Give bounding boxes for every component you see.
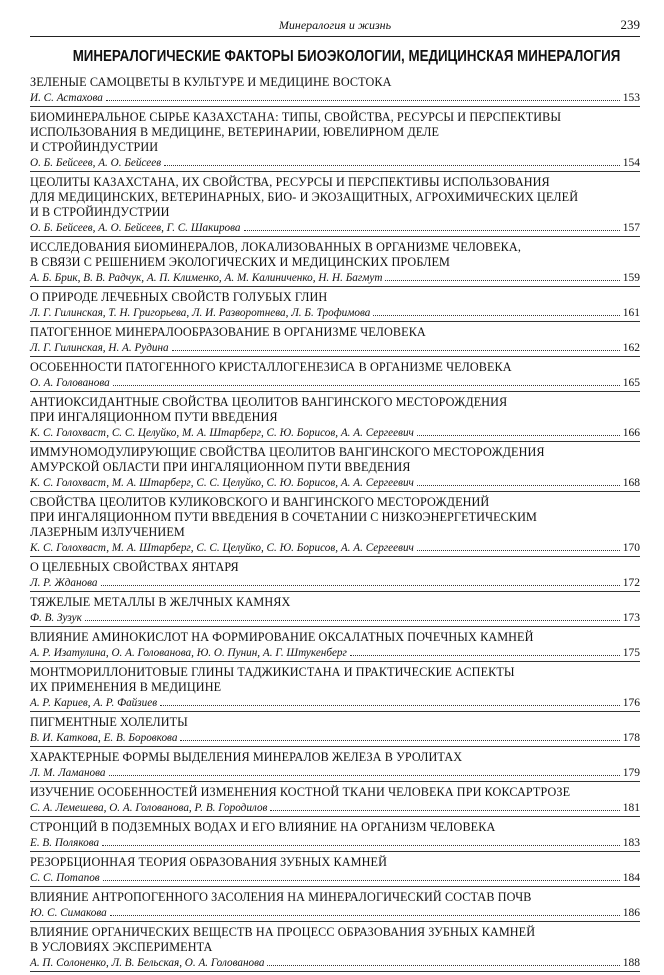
dot-leader	[85, 620, 620, 621]
entry-author-line	[30, 476, 640, 490]
entry-authors: С. А. Лемешева, О. А. Голованова, Р. В. Городилов	[30, 802, 268, 814]
entry-authors: И. С. Астахова	[30, 92, 103, 104]
dot-leader	[270, 810, 619, 811]
entry-title: ИССЛЕДОВАНИЯ БИОМИНЕРАЛОВ, ЛОКАЛИЗОВАННЫХ В ОРГАНИЗМЕ ЧЕЛОВЕКА, В СВЯЗИ С РЕШЕНИЕМ ЭКОЛОГИЧЕСКИХ И МЕДИЦИНСКИХ ПРОБЛЕМ	[30, 240, 521, 269]
entry-page-number: 159	[622, 272, 640, 284]
toc-entry	[30, 820, 640, 852]
entry-author-line	[30, 646, 640, 660]
entry-page-number: 154	[622, 157, 640, 169]
entry-page-number: 153	[622, 92, 640, 104]
entry-author-line	[30, 426, 640, 440]
entry-page-number: 172	[622, 577, 640, 589]
entry-title: ИММУНОМОДУЛИРУЮЩИЕ СВОЙСТВА ЦЕОЛИТОВ ВАНГИНСКОГО МЕСТОРОЖДЕНИЯ АМУРСКОЙ ОБЛАСТИ ПРИ ИНГАЛЯЦИОННОМ ПУТИ ВВЕДЕНИЯ	[30, 445, 545, 474]
entry-authors: Е. В. Полякова	[30, 837, 100, 849]
entry-title: АНТИОКСИДАНТНЫЕ СВОЙСТВА ЦЕОЛИТОВ ВАНГИНСКОГО МЕСТОРОЖДЕНИЯ ПРИ ИНГАЛЯЦИОННОМ ПУТИ ВВЕДЕНИЯ	[30, 395, 508, 424]
dot-leader	[102, 845, 620, 846]
page	[30, 16, 640, 975]
toc-entry	[30, 175, 640, 237]
entry-title: МОНТМОРИЛЛОНИТОВЫЕ ГЛИНЫ ТАДЖИКИСТАНА И ПРАКТИЧЕСКИЕ АСПЕКТЫ ИХ ПРИМЕНЕНИЯ В МЕДИЦИНЕ	[30, 665, 515, 694]
entry-title: ОСОБЕННОСТИ ПАТОГЕННОГО КРИСТАЛЛОГЕНЕЗИСА В ОРГАНИЗМЕ ЧЕЛОВЕКА	[30, 360, 512, 374]
entry-author-line	[30, 306, 640, 320]
dot-leader	[101, 585, 620, 586]
entry-author-line	[30, 906, 640, 920]
entry-authors: А. Б. Брик, В. В. Радчук, А. П. Клименко, А. М. Калиниченко, Н. Н. Багмут	[30, 272, 383, 284]
entry-title: СВОЙСТВА ЦЕОЛИТОВ КУЛИКОВСКОГО И ВАНГИНСКОГО МЕСТОРОЖДЕНИЙ ПРИ ИНГАЛЯЦИОННОМ ПУТИ ВВЕДЕНИЯ В СОЧЕТАНИИ С НИЗКОЭНЕРГЕТИЧЕСКИМ ЛАЗЕРНЫМ ИЗЛУЧЕНИЕМ	[30, 495, 537, 539]
entry-authors: А. П. Солоненко, Л. В. Бельская, О. А. Голованова	[30, 957, 265, 969]
entry-page-number: 157	[622, 222, 640, 234]
entry-authors: А. Р. Изатулина, О. А. Голованова, Ю. О. Пунин, А. Г. Штукенберг	[30, 647, 347, 659]
entry-author-line	[30, 221, 640, 235]
entry-author-line	[30, 766, 640, 780]
entry-title: ТЯЖЕЛЫЕ МЕТАЛЛЫ В ЖЕЛЧНЫХ КАМНЯХ	[30, 595, 291, 609]
entry-authors: Л. Р. Жданова	[30, 577, 98, 589]
entry-authors: Ф. В. Зузук	[30, 612, 82, 624]
toc-entry	[30, 890, 640, 922]
entry-page-number: 181	[622, 802, 640, 814]
dot-leader	[417, 485, 620, 486]
entry-title: БИОМИНЕРАЛЬНОЕ СЫРЬЕ КАЗАХСТАНА: ТИПЫ, СВОЙСТВА, РЕСУРСЫ И ПЕРСПЕКТИВЫ ИСПОЛЬЗОВАНИЯ В МЕДИЦИНЕ, ВЕТЕРИНАРИИ, ЮВЕЛИРНОМ ДЕЛЕ И СТРОЙИНДУСТРИИ	[30, 110, 562, 154]
entry-page-number: 168	[622, 477, 640, 489]
toc-entry	[30, 110, 640, 172]
entry-author-line	[30, 611, 640, 625]
toc-entry	[30, 785, 640, 817]
entry-page-number: 184	[622, 872, 640, 884]
entry-authors: С. С. Потапов	[30, 872, 100, 884]
entry-page-number: 188	[622, 957, 640, 969]
entry-title: О ПРИРОДЕ ЛЕЧЕБНЫХ СВОЙСТВ ГОЛУБЫХ ГЛИН	[30, 290, 328, 304]
entry-page-number: 176	[622, 697, 640, 709]
entry-authors: Л. М. Ламанова	[30, 767, 106, 779]
entry-title: РЕЗОРБЦИОННАЯ ТЕОРИЯ ОБРАЗОВАНИЯ ЗУБНЫХ КАМНЕЙ	[30, 855, 387, 869]
entry-title: ВЛИЯНИЕ АНТРОПОГЕННОГО ЗАСОЛЕНИЯ НА МИНЕРАЛОГИЧЕСКИЙ СОСТАВ ПОЧВ	[30, 890, 532, 904]
toc-entry	[30, 360, 640, 392]
toc-entry	[30, 560, 640, 592]
toc-entry	[30, 630, 640, 662]
dot-leader	[350, 655, 620, 656]
dot-leader	[417, 550, 620, 551]
entry-authors: К. С. Голохваст, С. С. Целуйко, М. А. Штарберг, С. Ю. Борисов, А. А. Сергеевич	[30, 427, 414, 439]
entry-page-number: 173	[622, 612, 640, 624]
entry-title: ЗЕЛЕНЫЕ САМОЦВЕТЫ В КУЛЬТУРЕ И МЕДИЦИНЕ ВОСТОКА	[30, 75, 392, 89]
entry-page-number: 170	[622, 542, 640, 554]
entry-authors: А. Р. Кариев, А. Р. Файзиев	[30, 697, 158, 709]
entry-author-line	[30, 801, 640, 815]
toc-entry	[30, 595, 640, 627]
entry-authors: Л. Г. Гилинская, Н. А. Рудина	[30, 342, 169, 354]
toc-entry	[30, 75, 640, 107]
toc-entry	[30, 290, 640, 322]
entry-page-number: 162	[622, 342, 640, 354]
entry-authors: К. С. Голохваст, М. А. Штарберг, С. С. Целуйко, С. Ю. Борисов, А. А. Сергеевич	[30, 477, 414, 489]
dot-leader	[180, 740, 619, 741]
toc-entry	[30, 665, 640, 712]
toc-entry	[30, 445, 640, 492]
dot-leader	[417, 435, 620, 436]
entry-authors: В. И. Каткова, Е. В. Боровкова	[30, 732, 178, 744]
entry-author-line	[30, 576, 640, 590]
section-title: МИНЕРАЛОГИЧЕСКИЕ ФАКТОРЫ БИОЭКОЛОГИИ, МЕДИЦИНСКАЯ МИНЕРАЛОГИЯ	[72, 48, 621, 65]
entry-title: ВЛИЯНИЕ ОРГАНИЧЕСКИХ ВЕЩЕСТВ НА ПРОЦЕСС ОБРАЗОВАНИЯ ЗУБНЫХ КАМНЕЙ В УСЛОВИЯХ ЭКСПЕРИМЕНТА	[30, 925, 536, 954]
dot-leader	[106, 100, 620, 101]
entry-title: ВЛИЯНИЕ АМИНОКИСЛОТ НА ФОРМИРОВАНИЕ ОКСАЛАТНЫХ ПОЧЕЧНЫХ КАМНЕЙ	[30, 630, 534, 644]
entry-title: ИЗУЧЕНИЕ ОСОБЕННОСТЕЙ ИЗМЕНЕНИЯ КОСТНОЙ ТКАНИ ЧЕЛОВЕКА ПРИ КОКСАРТРОЗЕ	[30, 785, 571, 799]
entry-author-line	[30, 541, 640, 555]
toc-entry	[30, 750, 640, 782]
entry-author-line	[30, 871, 640, 885]
toc-entry	[30, 715, 640, 747]
entry-title: ПИГМЕНТНЫЕ ХОЛЕЛИТЫ	[30, 715, 188, 729]
dot-leader	[172, 350, 620, 351]
entry-title: СТРОНЦИЙ В ПОДЗЕМНЫХ ВОДАХ И ЕГО ВЛИЯНИЕ НА ОРГАНИЗМ ЧЕЛОВЕКА	[30, 820, 496, 834]
entry-title: О ЦЕЛЕБНЫХ СВОЙСТВАХ ЯНТАРЯ	[30, 560, 239, 574]
contents-list	[30, 75, 640, 972]
entry-authors: О. Б. Бейсеев, А. О. Бейсеев, Г. С. Шакирова	[30, 222, 241, 234]
entry-page-number: 186	[622, 907, 640, 919]
entry-author-line	[30, 91, 640, 105]
dot-leader	[385, 280, 619, 281]
entry-author-line	[30, 341, 640, 355]
entry-authors: Л. Г. Гилинская, Т. Н. Григорьева, Л. И. Разворотнева, Л. Б. Трофимова	[30, 307, 371, 319]
entry-page-number: 166	[622, 427, 640, 439]
dot-leader	[267, 965, 619, 966]
dot-leader	[110, 915, 620, 916]
entry-title: ЦЕОЛИТЫ КАЗАХСТАНА, ИХ СВОЙСТВА, РЕСУРСЫ И ПЕРСПЕКТИВЫ ИСПОЛЬЗОВАНИЯ ДЛЯ МЕДИЦИНСКИХ, ВЕТЕРИНАРНЫХ, БИО- И ЭКОЗАЩИТНЫХ, АГРОХИМИЧЕСКИХ ЦЕЛЕЙ И В СТРОЙИНДУСТРИИ	[30, 175, 579, 219]
entry-title: ПАТОГЕННОЕ МИНЕРАЛООБРАЗОВАНИЕ В ОРГАНИЗМЕ ЧЕЛОВЕКА	[30, 325, 426, 339]
page-number: 239	[620, 17, 640, 32]
toc-entry	[30, 925, 640, 972]
running-title: Минералогия и жизнь	[278, 18, 392, 32]
entry-authors: К. С. Голохваст, М. А. Штарберг, С. С. Целуйко, С. Ю. Борисов, А. А. Сергеевич	[30, 542, 414, 554]
entry-authors: Ю. С. Симакова	[30, 907, 107, 919]
dot-leader	[113, 385, 620, 386]
dot-leader	[109, 775, 620, 776]
entry-title: ХАРАКТЕРНЫЕ ФОРМЫ ВЫДЕЛЕНИЯ МИНЕРАЛОВ ЖЕЛЕЗА В УРОЛИТАХ	[30, 750, 463, 764]
toc-entry	[30, 395, 640, 442]
entry-authors: О. А. Голованова	[30, 377, 110, 389]
toc-entry	[30, 325, 640, 357]
entry-page-number: 165	[622, 377, 640, 389]
entry-author-line	[30, 156, 640, 170]
dot-leader	[373, 315, 619, 316]
toc-entry	[30, 495, 640, 557]
dot-leader	[103, 880, 620, 881]
entry-author-line	[30, 696, 640, 710]
dot-leader	[160, 705, 620, 706]
entry-page-number: 178	[622, 732, 640, 744]
dot-leader	[164, 165, 620, 166]
running-header	[30, 16, 640, 37]
entry-author-line	[30, 271, 640, 285]
entry-page-number: 175	[622, 647, 640, 659]
entry-author-line	[30, 956, 640, 970]
dot-leader	[244, 230, 620, 231]
toc-entry	[30, 240, 640, 287]
entry-page-number: 179	[622, 767, 640, 779]
entry-page-number: 183	[622, 837, 640, 849]
entry-authors: О. Б. Бейсеев, А. О. Бейсеев	[30, 157, 162, 169]
toc-entry	[30, 855, 640, 887]
entry-author-line	[30, 376, 640, 390]
entry-author-line	[30, 836, 640, 850]
entry-author-line	[30, 731, 640, 745]
entry-page-number: 161	[622, 307, 640, 319]
